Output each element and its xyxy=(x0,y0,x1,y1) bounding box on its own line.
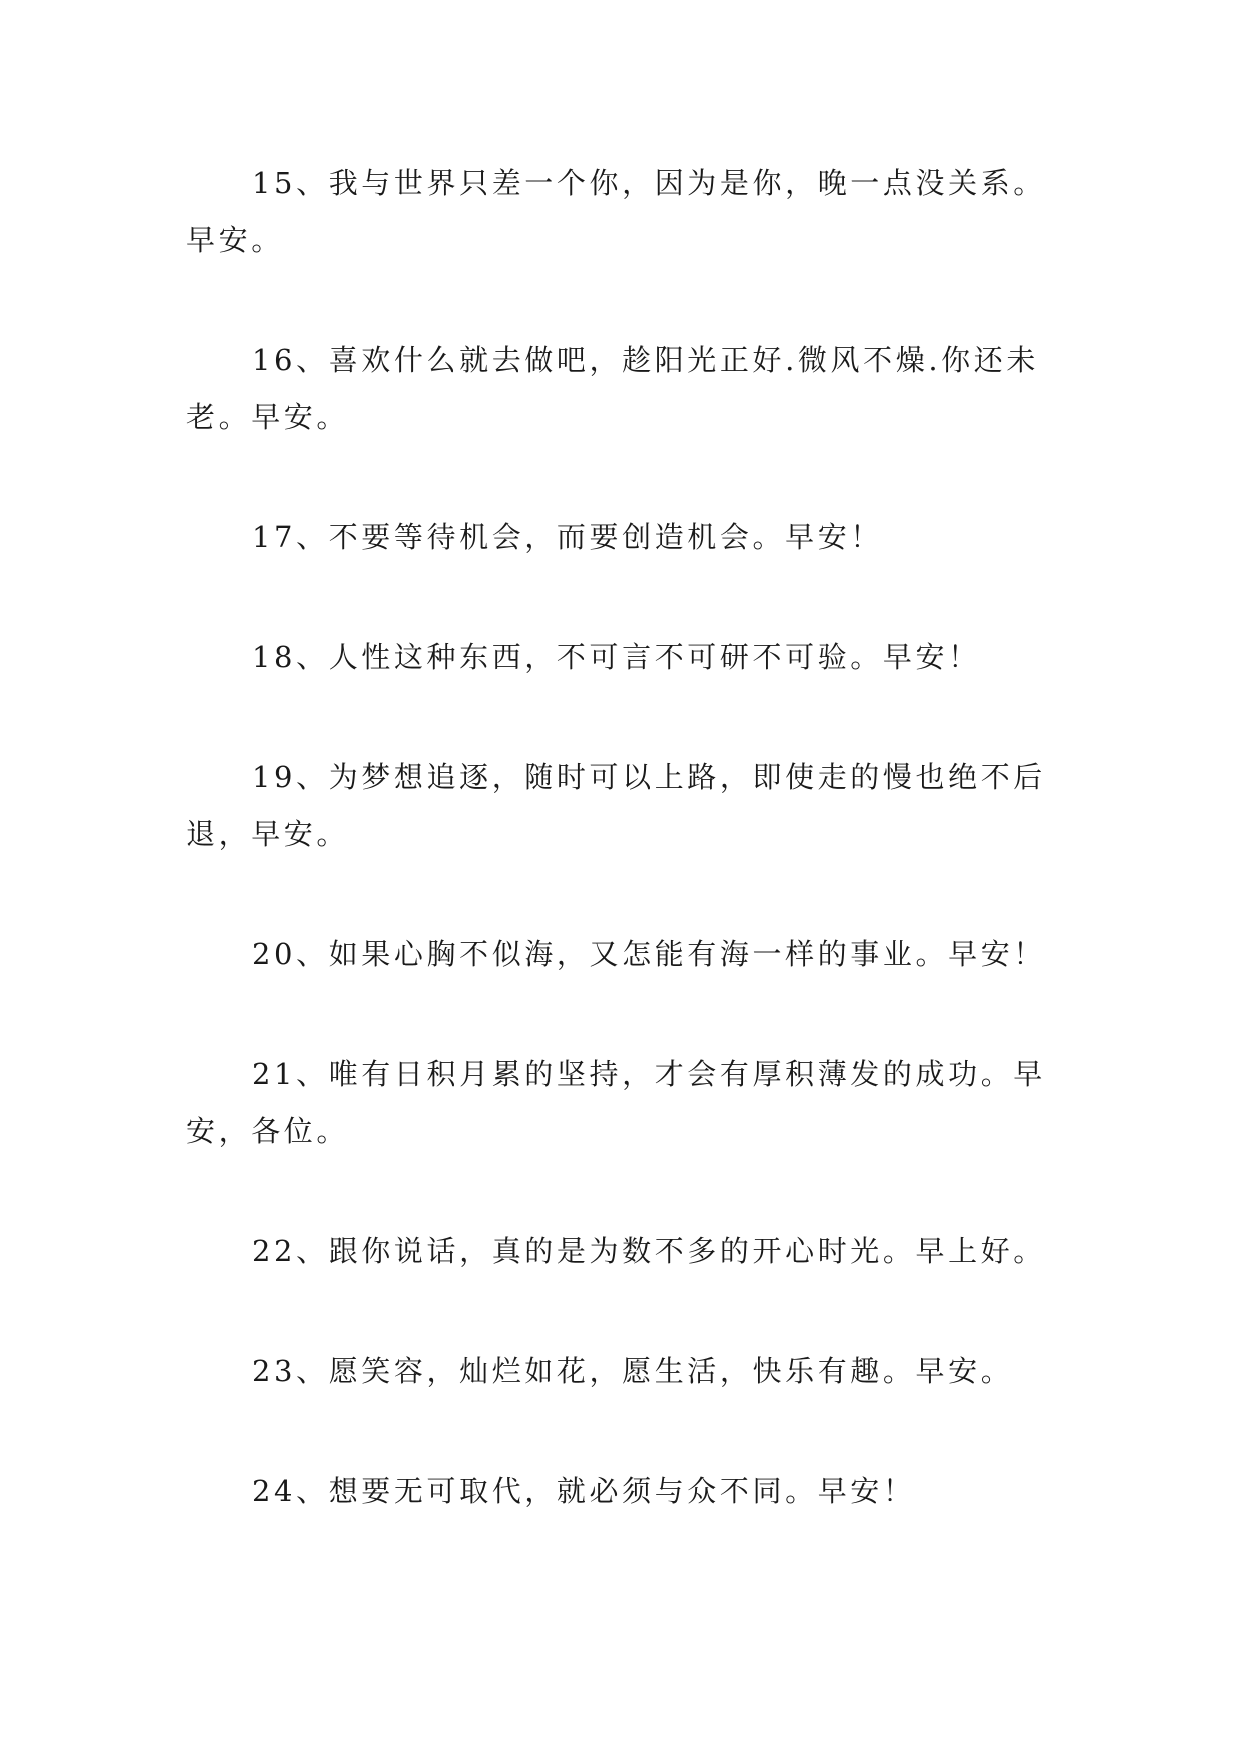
paragraph-21: 21、唯有日积月累的坚持，才会有厚积薄发的成功。早安，各位。 xyxy=(186,1057,1046,1148)
paragraph-18: 18、人性这种东西，不可言不可研不可验。早安！ xyxy=(252,640,981,674)
paragraph-22: 22、跟你说话，真的是为数不多的开心时光。早上好。 xyxy=(252,1234,1046,1268)
document-body xyxy=(186,155,1058,1583)
paragraph-20: 20、如果心胸不似海，又怎能有海一样的事业。早安！ xyxy=(252,937,1046,971)
paragraph-24: 24、想要无可取代，就必须与众不同。早安！ xyxy=(252,1474,916,1508)
paragraph-15: 15、我与世界只差一个你，因为是你，晚一点没关系。早安。 xyxy=(186,166,1046,257)
paragraph-17: 17、不要等待机会，而要创造机会。早安！ xyxy=(252,520,883,554)
paragraph-23: 23、愿笑容，灿烂如花，愿生活，快乐有趣。早安。 xyxy=(252,1354,1014,1388)
paragraph-16: 16、喜欢什么就去做吧，趁阳光正好.微风不燥.你还未老。早安。 xyxy=(186,343,1039,434)
paragraph-19: 19、为梦想追逐，随时可以上路，即使走的慢也绝不后退，早安。 xyxy=(186,760,1046,851)
